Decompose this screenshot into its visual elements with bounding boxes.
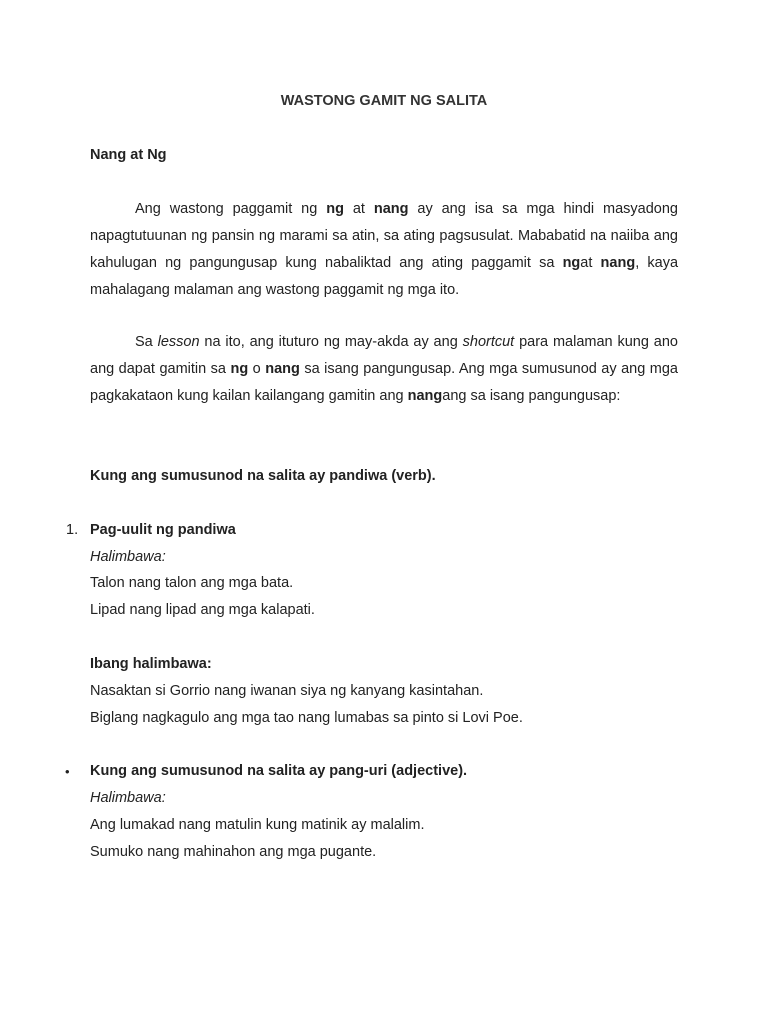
bullet-icon: •: [65, 764, 70, 779]
para1-text-1: Ang wastong paggamit ng: [135, 201, 327, 217]
para1-bold-nang-2: nang: [600, 255, 636, 271]
para2-text-2: na ito, ang ituturo ng may-akda ay ang: [199, 334, 463, 350]
para1-bold-ng-2: ng: [562, 255, 581, 271]
para2-bold-nang: nang: [265, 361, 300, 377]
example-line: Biglang nagkagulo ang mga tao nang lumabas sa pinto si Lovi Poe.: [90, 710, 523, 726]
example-line: Lipad nang lipad ang mga kalapati.: [90, 602, 315, 618]
para2-text-3: para malaman kung ano ang dapat gamitin sa: [90, 334, 678, 377]
para1-text-5: , kaya mahalagang malaman ang wastong paggamit ng mga ito.: [90, 255, 679, 298]
para2-bold-ng: ng: [230, 361, 249, 377]
item1-heading: Pag-uulit ng pandiwa: [90, 522, 236, 538]
para1-text-4: at: [580, 255, 601, 271]
example-line: Talon nang talon ang mga bata.: [90, 575, 294, 591]
para2-text-5: sa isang pangungusap. Ang mga sumusunod ay ang mga pagkakataon kung kailan kailangang gamitin ang: [90, 361, 678, 404]
adjective-example-label: Halimbawa:: [90, 790, 166, 806]
para2-text-4: o: [248, 361, 266, 377]
para2-text-6: ang sa isang pangungusap:: [442, 388, 621, 404]
para2-text-1: Sa: [135, 334, 158, 350]
adjective-heading: Kung ang sumusunod na salita ay pang-uri (adjective).: [90, 763, 468, 779]
lesson-paragraph: [90, 329, 678, 410]
para1-text-2: at: [343, 201, 374, 217]
example-line: Ang lumakad nang matulin kung matinik ay malalim.: [90, 817, 425, 833]
item1-example-label: Halimbawa:: [90, 549, 166, 565]
page-title: WASTONG GAMIT NG SALITA: [280, 93, 488, 109]
section-heading: Nang at Ng: [90, 147, 167, 163]
example-line: Nasaktan si Gorrio nang iwanan siya ng kanyang kasintahan.: [90, 683, 484, 699]
para2-bold-nang-2: nang: [407, 388, 443, 404]
para2-italic-shortcut: shortcut: [462, 334, 515, 350]
intro-paragraph: [90, 196, 678, 304]
para1-bold-ng: ng: [326, 201, 344, 217]
example-line: Sumuko nang mahinahon ang mga pugante.: [90, 844, 377, 860]
para1-bold-nang: nang: [373, 201, 409, 217]
other-examples-heading: Ibang halimbawa:: [90, 656, 212, 672]
list-number: 1.: [66, 522, 79, 538]
para1-text-3: ay ang isa sa mga hindi masyadong napagtutuunan ng pansin ng marami sa atin, sa ating pagsusulat. Mababatid na naiiba ang kahulugan ng pangungusap kung nabaliktad ang ating paggamit sa: [90, 201, 678, 271]
para2-italic-lesson: lesson: [157, 334, 200, 350]
verb-heading: Kung ang sumusunod na salita ay pandiwa (verb).: [90, 468, 436, 484]
